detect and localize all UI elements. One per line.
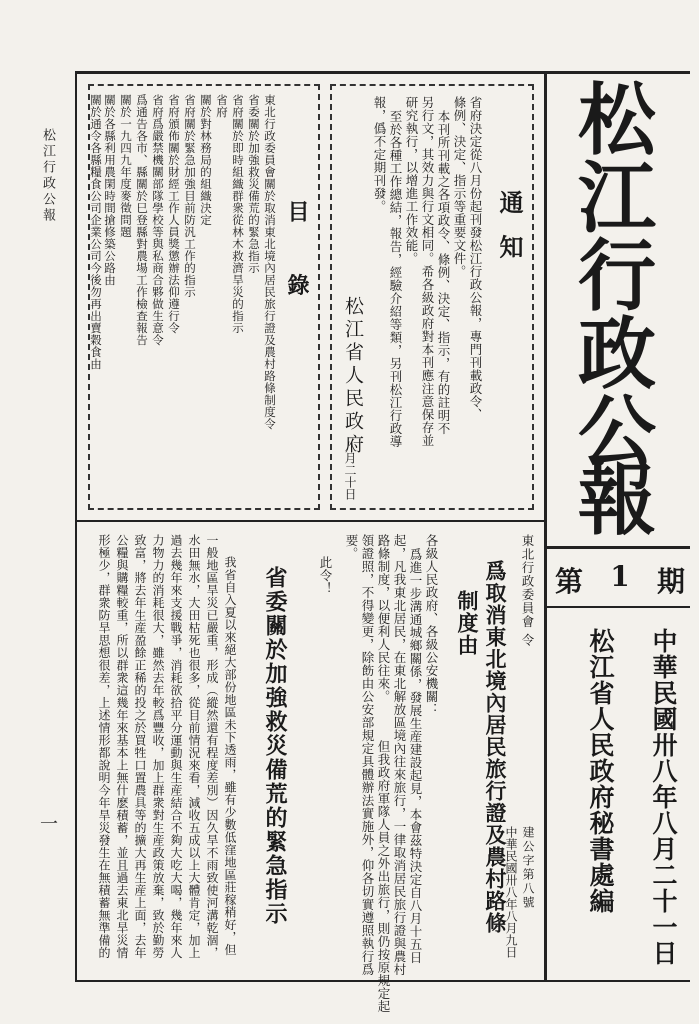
contents-item: 省府關於緊急加強目前防汎工作的指示 [183,94,197,298]
order-line: 此令！ [318,556,333,595]
contents-heading: 目 錄 [284,200,310,318]
notice-line: 另行文，其效力與行文相同。希各級政府對本刊應注意保存並 [420,96,435,447]
issue-label [555,560,685,600]
publisher: 松江省人民政府秘書處編 [586,628,615,914]
issue-suffix: 期 [656,565,685,598]
masthead-char: 松 [578,75,657,166]
order-line: 路條制度，以便利人民往來。 [376,534,391,703]
order-line: 但我政府軍隊人員之外出旅行，則仍按原規定起 [376,740,391,1013]
section-divider [75,520,545,522]
masthead-bottom-rule [544,546,690,549]
notice-line: 省府決定從八月份起刊發松江行政公報，專門刊載政令、 [468,96,483,421]
notice-sign-date: 八月二十日 [343,440,357,500]
contents-item: 關於對林務局的組織決定 [199,94,213,226]
margin-publication-label: 松江行政公報 [40,128,55,224]
directive-line: 我省自入夏以來絕大部份地區未下透雨，雖有少數低窪地區莊稼稍好，但 [223,556,237,956]
directive-line: 力物力的消耗很大，雖然去年較爲豐收，加上群衆對生産政策放棄，致於勤勞 [151,534,165,959]
directive-title: 省委關於加強救災備荒的緊急指示 [262,566,288,926]
directive-line: 致富，將去年生産盈餘正稀的投之於買牲口置農具等的擴大再生産上面，去年 [133,534,147,959]
frame-left-rule [75,71,77,981]
order-title-line2: 制度由 [455,590,480,656]
order-line: 要。 [344,534,359,560]
order-issuer: 東北行政委員會 令 [520,534,535,647]
contents-item: 省府關於即時組織群衆從林木救濟旱災的指示 [231,94,245,334]
directive-line: 公糧與購糧較重，所以群衆這幾年來基本上無什麽積蓄，並且過去東北旱災情 [115,534,129,959]
contents-item: 省府 [215,94,229,118]
contents-item: 關於一九四九年度麥徵問題 [119,94,133,238]
order-line: 各級人民政府、各級公安機關： [424,534,439,716]
contents-item: 關於通令各縣糧食公司企業公司今後勿再出賣穀食由 [89,94,103,370]
notice-line: 條例、決定、指示等重要文件。 [452,96,467,278]
order-line: 爲進一步溝通城鄉關係，發展生産建設起見，本會茲特決定自八月十五日 [408,548,423,964]
issue-date: 中華民國卅八年八月二十一日 [649,628,678,966]
notice-line: 報，僞不定期刊發。 [372,96,387,213]
directive-line: 形極少，群衆防旱思想很差，上述情形都說明今年旱災發生在無積蓄無準備的 [97,534,111,959]
page-marker: 一 [40,814,58,835]
notice-heading: 通 知 [495,190,524,265]
issue-number: 1 [610,560,630,593]
notice-line: 研究執行，以增進工作效能。 [404,96,419,265]
order-line: 領證照，不得變更，除飭由公安部規定具體辦法實施外，仰各切實遵照執行爲 [360,534,375,976]
frame-top-rule [75,71,690,74]
notice-line: 至於各種工作總結，報告，經驗介紹等類，另刊松江行政導 [388,110,403,448]
order-line: 起，凡我東北居民，在東北解放區境內往來旅行，一律取消居民旅行證與農村 [392,534,407,976]
directive-line: 一般地區旱災已嚴重，形成（縱然還有程度差別）因久旱不雨致使河溝乾涸， [205,534,219,959]
contents-item: 爲通告各市、縣關於巳登縣對農場工作檢查報告 [135,94,149,346]
contents-item: 東北行政委員會關於取消東北境內居民旅行證及農村路條制度令 [263,94,277,430]
masthead-char: 政 [578,309,657,400]
contents-item: 省府頒佈關於財經工作人員獎懲辦法仰遵行令 [167,94,181,334]
directive-line: 水田無水，大田枯死也很多，從目前情況來看，減收五成以上大體肯定，加上 [187,534,201,959]
order-title-line1: 爲取消東北境內居民旅行證及農村路條 [483,560,508,934]
notice-line: 本刊所刊載之各項政令、條例、決定、指示，有的註明不 [436,110,451,435]
notice-signature: 松江省人民政府 [342,296,364,457]
contents-item: 省委關於加強救災備荒的緊急指示 [247,94,261,274]
contents-item: 省府爲嚴禁機關部隊學校等與私商合夥做生意令 [151,94,165,346]
contents-item: 關於各縣利用農閑時間搶修築公路由 [103,94,117,286]
issue-bottom-rule [544,606,690,608]
masthead-char: 公 [578,387,657,478]
masthead-char: 行 [578,231,657,322]
order-doc-date: 中華民國卅八年八月九日 [504,826,518,958]
masthead-divider [544,71,547,981]
order-doc-number: 建公字第八號 [521,826,535,910]
directive-line: 過去幾年來支援戰爭，消耗欲拾平分運動與生産結合不夠大吃大喝，幾年來人 [169,534,183,959]
masthead-char: 江 [578,153,657,244]
masthead-char: 報 [578,455,657,546]
issue-prefix: 第 [555,565,584,598]
